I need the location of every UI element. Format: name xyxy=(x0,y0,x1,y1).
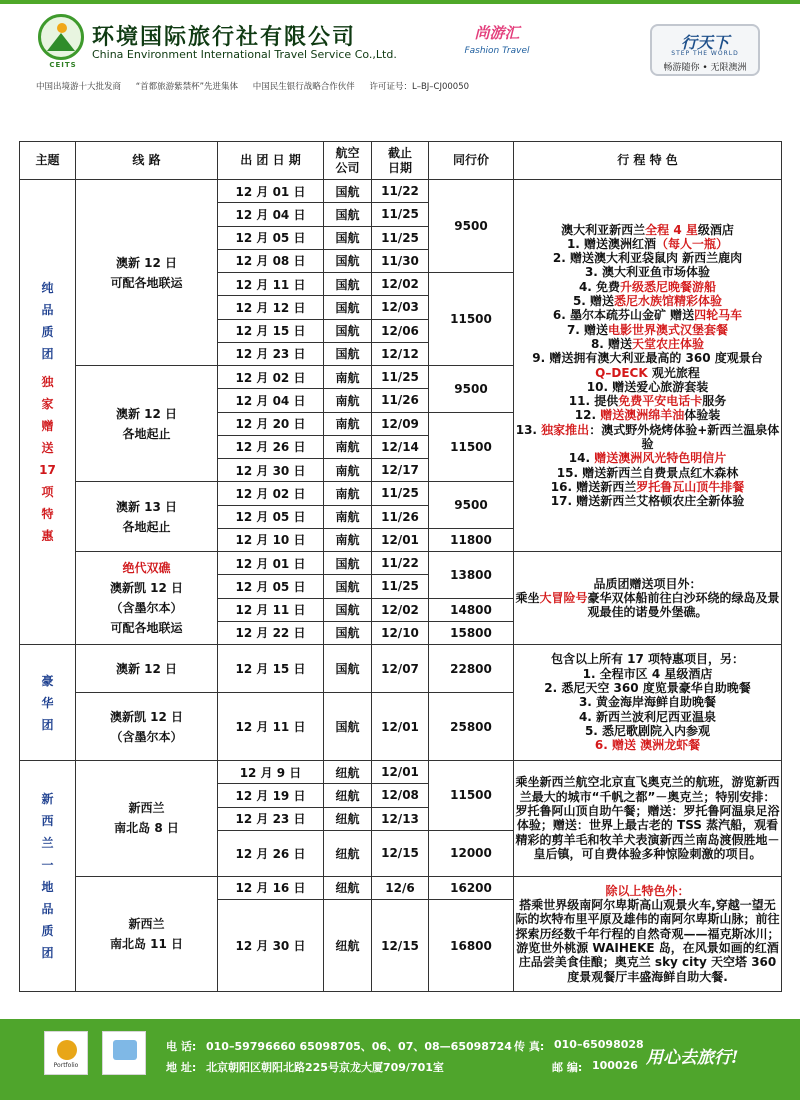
airline-cell: 国航 xyxy=(324,552,372,575)
airline-cell: 国航 xyxy=(324,296,372,319)
price-cell: 9500 xyxy=(429,366,514,413)
theme-label-red: 独家赠送17项特惠 xyxy=(39,375,56,543)
theme-label: 豪华团 xyxy=(41,673,54,732)
price-cell: 25800 xyxy=(429,693,514,761)
airline-cell: 纽航 xyxy=(324,784,372,807)
table-row xyxy=(20,645,782,693)
price-cell: 13800 xyxy=(429,552,514,599)
date-cell: 12 月 9 日 xyxy=(218,761,324,784)
deadline-cell: 11/25 xyxy=(372,482,429,505)
route-cell xyxy=(76,482,218,552)
route-line: 南北岛 8 日 xyxy=(114,821,179,836)
feature-line: 2. 赠送澳大利亚袋鼠肉 新西兰鹿肉 xyxy=(552,251,743,266)
itinerary-table-wrap xyxy=(19,141,781,984)
airline-cell: 纽航 xyxy=(324,807,372,830)
route-cell xyxy=(76,693,218,761)
date-cell: 12 月 05 日 xyxy=(218,575,324,598)
airline-cell: 国航 xyxy=(324,575,372,598)
deadline-cell: 12/13 xyxy=(372,807,429,830)
route-line: 澳新凯 12 日 xyxy=(109,709,184,724)
airline-cell: 国航 xyxy=(324,319,372,342)
feature-line: 6. 墨尔本疏芬山金矿 赠送四轮马车 xyxy=(552,308,743,323)
header-accent-line xyxy=(0,0,800,4)
date-cell: 12 月 22 日 xyxy=(218,621,324,644)
theme-cell-pure xyxy=(20,180,76,645)
deadline-cell: 12/14 xyxy=(372,435,429,458)
deadline-cell: 12/06 xyxy=(372,319,429,342)
logo-mark-icon xyxy=(57,1040,77,1060)
deadline-cell: 11/25 xyxy=(372,226,429,249)
portfolio-logo-icon xyxy=(44,1031,88,1075)
date-cell: 12 月 02 日 xyxy=(218,482,324,505)
feature-line: 7. 赠送电影世界澳式汉堡套餐 xyxy=(566,322,729,337)
date-cell: 12 月 05 日 xyxy=(218,505,324,528)
date-cell: 12 月 11 日 xyxy=(218,693,324,761)
credential-item: 中国出境游十大批发商 xyxy=(36,82,122,92)
itinerary-table xyxy=(19,141,782,992)
deadline-cell: 12/17 xyxy=(372,459,429,482)
route-line: 澳新 12 日 xyxy=(115,406,178,421)
deadline-cell: 11/25 xyxy=(372,575,429,598)
sun-icon xyxy=(57,23,67,33)
logo-text: CEITS xyxy=(49,61,77,69)
airline-cell: 南航 xyxy=(324,412,372,435)
route-line: 澳新凯 12 日 xyxy=(109,581,184,595)
feature-line: 10. 赠送爱心旅游套装 xyxy=(586,379,709,394)
features-cell-nz8: 乘坐新西兰航空北京直飞奥克兰的航班，游览新西兰最大的城市“千帆之都”－奥克兰；特别安排：罗托鲁阿山顶自助午餐；赠送：罗托鲁阿温泉足浴体验；赠送：世界上最古老的 TSS 蒸汽船，观看精彩的剪羊毛和牧羊犬表演新西兰南岛渡假胜地－皇后镇，可自费体验多种惊险刺激的项目。 xyxy=(514,761,782,877)
deadline-cell: 12/03 xyxy=(372,296,429,319)
price-cell: 11500 xyxy=(429,412,514,482)
route-line: （含墨尔本） xyxy=(110,601,183,615)
features-cell-reef xyxy=(514,552,782,645)
phone-label: 电 话: xyxy=(166,1040,197,1053)
credential-item: “首都旅游紫禁杯”先进集体 xyxy=(135,82,239,92)
features-cell-nz11 xyxy=(514,876,782,991)
company-name-en: China Environment International Travel Service Co.,Ltd. xyxy=(92,48,397,61)
feature-line: 3. 黄金海岸海鲜自助晚餐 xyxy=(578,695,717,710)
airline-cell: 纽航 xyxy=(324,761,372,784)
feature-line: 8. 赠送天堂农庄体验 xyxy=(590,336,705,351)
price-cell: 11500 xyxy=(429,761,514,831)
table-row xyxy=(20,180,782,203)
airline-cell: 纽航 xyxy=(324,876,372,899)
brand-slogan: 畅游随你 • 无限澳洲 xyxy=(663,63,747,73)
feature-line: 搭乘世界级南阿尔卑斯高山观景火车,穿越一望无际的坎特布里平原及雄伟的南阿尔卑斯山脉；前往探索历经数千年行程的自然奇观——福克斯冰川；游览世外桃源 WAIHEKE 岛，在风景如画的红酒庄品尝美食佳酿；奥克兰 sky city 天空塔 360 度景观餐厅丰盛海鲜自助大餐. xyxy=(515,898,780,984)
price-cell: 16200 xyxy=(429,876,514,899)
deadline-cell: 12/02 xyxy=(372,273,429,296)
logo-caption: Portfolio xyxy=(53,1062,79,1069)
feature-line: 5. 赠送悉尼水族馆精彩体验 xyxy=(572,294,723,309)
airline-cell: 南航 xyxy=(324,435,372,458)
deadline-cell: 11/22 xyxy=(372,552,429,575)
route-line: （含墨尔本） xyxy=(110,729,183,744)
route-cell xyxy=(76,761,218,877)
feature-line: 9. 赠送拥有澳大利亚最高的 360 度观景台 Q–DECK 观光旅程 xyxy=(532,351,763,380)
route-line: 可配各地联运 xyxy=(110,621,183,635)
price-cell: 14800 xyxy=(429,598,514,621)
deadline-cell: 12/12 xyxy=(372,342,429,365)
airline-cell: 国航 xyxy=(324,342,372,365)
feature-line: 13. 独家推出：澳式野外烧烤体验+新西兰温泉体验 xyxy=(515,422,780,451)
brand-title: 行天下 xyxy=(680,33,729,52)
phone-value: 010–59796660 65098705、06、07、08—65098724 xyxy=(206,1040,512,1053)
airline-cell: 国航 xyxy=(324,693,372,761)
col-header-date: 出 团 日 期 xyxy=(218,142,324,180)
deadline-cell: 12/01 xyxy=(372,528,429,551)
page-header xyxy=(0,0,800,108)
credential-item: 中国民生银行战略合作伙伴 xyxy=(252,82,355,92)
table-row xyxy=(20,761,782,784)
airline-cell: 南航 xyxy=(324,366,372,389)
feature-title: 除以上特色外： xyxy=(605,883,690,898)
deadline-cell: 12/01 xyxy=(372,761,429,784)
feature-line: 4. 新西兰波利尼西亚温泉 xyxy=(578,709,717,724)
col-header-deadline: 截止 日期 xyxy=(372,142,429,180)
feature-line: 15. 赠送新西兰自费景点红木森林 xyxy=(556,465,739,480)
date-cell: 12 月 16 日 xyxy=(218,876,324,899)
col-header-theme: 主题 xyxy=(20,142,76,180)
deadline-cell: 12/01 xyxy=(372,693,429,761)
credentials-line xyxy=(36,80,481,92)
brand-subtitle: STEP THE WORLD xyxy=(671,50,739,57)
col-header-route: 线 路 xyxy=(76,142,218,180)
features-cell-luxury xyxy=(514,645,782,761)
feature-line: 14. 赠送澳洲风光特色明信片 xyxy=(568,451,727,466)
date-cell: 12 月 15 日 xyxy=(218,645,324,693)
theme-cell-nz xyxy=(20,761,76,992)
date-cell: 12 月 05 日 xyxy=(218,226,324,249)
ceits-logo-icon xyxy=(38,14,84,60)
footer-slogan: 用心去旅行! xyxy=(646,1048,739,1068)
table-row xyxy=(20,552,782,575)
price-cell: 15800 xyxy=(429,621,514,644)
route-cell xyxy=(76,876,218,991)
route-cell xyxy=(76,552,218,645)
price-cell: 12000 xyxy=(429,830,514,876)
date-cell: 12 月 04 日 xyxy=(218,203,324,226)
mountain-icon xyxy=(47,33,75,51)
feature-line: 17. 赠送新西兰艾格顿农庄全新体验 xyxy=(550,494,745,509)
address-value: 北京朝阳区朝阳北路225号京龙大厦709/701室 xyxy=(206,1061,444,1074)
date-cell: 12 月 11 日 xyxy=(218,598,324,621)
feature-line: 6. 赠送 澳洲龙虾餐 xyxy=(594,738,701,753)
date-cell: 12 月 20 日 xyxy=(218,412,324,435)
zip-value: 100026 xyxy=(592,1059,638,1072)
col-header-airline: 航空 公司 xyxy=(324,142,372,180)
deadline-cell: 12/10 xyxy=(372,621,429,644)
feature-line: 12. 赠送澳洲绵羊油体验装 xyxy=(574,408,721,423)
deadline-cell: 11/26 xyxy=(372,389,429,412)
date-cell: 12 月 04 日 xyxy=(218,389,324,412)
deadline-cell: 12/08 xyxy=(372,784,429,807)
date-cell: 12 月 01 日 xyxy=(218,180,324,203)
route-line: 各地起止 xyxy=(122,426,171,441)
date-cell: 12 月 10 日 xyxy=(218,528,324,551)
airline-cell: 南航 xyxy=(324,482,372,505)
route-cell xyxy=(76,180,218,366)
deadline-cell: 12/15 xyxy=(372,830,429,876)
airline-cell: 纽航 xyxy=(324,830,372,876)
date-cell: 12 月 26 日 xyxy=(218,435,324,458)
fax-value: 010–65098028 xyxy=(554,1038,644,1051)
feature-line: 乘坐大冒险号豪华双体船前往白沙环绕的绿岛及景观最佳的诺曼外堡礁。 xyxy=(515,590,780,620)
deadline-cell: 11/25 xyxy=(372,366,429,389)
theme-label: 新西兰一地品质团 xyxy=(41,792,54,960)
deadline-cell: 11/22 xyxy=(372,180,429,203)
route-line: 南北岛 11 日 xyxy=(109,936,184,951)
partner-logo-icon xyxy=(102,1031,146,1075)
feature-line: 澳大利亚新西兰全程 4 星级酒店 xyxy=(561,222,734,237)
theme-label: 纯品质团 xyxy=(41,281,54,361)
deadline-cell: 12/09 xyxy=(372,412,429,435)
airline-cell: 国航 xyxy=(324,226,372,249)
feature-line: 16. 赠送新西兰罗托鲁瓦山顶牛排餐 xyxy=(550,479,745,494)
date-cell: 12 月 30 日 xyxy=(218,900,324,992)
feature-line: 品质团赠送项目外： xyxy=(593,576,702,591)
feature-line: 1. 赠送澳洲红酒（每人一瓶） xyxy=(566,236,729,251)
price-cell: 11500 xyxy=(429,273,514,366)
airline-cell: 国航 xyxy=(324,203,372,226)
date-cell: 12 月 11 日 xyxy=(218,273,324,296)
airline-cell: 国航 xyxy=(324,180,372,203)
route-line: 澳新 12 日 xyxy=(115,255,178,270)
airline-cell: 南航 xyxy=(324,459,372,482)
airline-cell: 南航 xyxy=(324,389,372,412)
zip-label: 邮 编: xyxy=(552,1061,583,1074)
airline-cell: 国航 xyxy=(324,273,372,296)
step-the-world-logo xyxy=(650,24,760,76)
price-cell: 11800 xyxy=(429,528,514,551)
company-name-cn: 环境国际旅行社有限公司 xyxy=(92,25,357,50)
fashion-travel-badge xyxy=(462,22,532,64)
fax-label: 传 真: xyxy=(514,1040,545,1053)
deadline-cell: 12/6 xyxy=(372,876,429,899)
credential-item: 许可证号：L–BJ–CJ00050 xyxy=(369,82,470,92)
feature-line: 3. 澳大利亚鱼市场体验 xyxy=(584,265,711,280)
date-cell: 12 月 15 日 xyxy=(218,319,324,342)
deadline-cell: 12/07 xyxy=(372,645,429,693)
feature-line: 包含以上所有 17 项特惠项目，另： xyxy=(550,652,745,667)
airline-cell: 国航 xyxy=(324,249,372,272)
date-cell: 12 月 02 日 xyxy=(218,366,324,389)
route-line: 新西兰 xyxy=(128,801,165,816)
route-line-highlight: 绝代双礁 xyxy=(122,561,171,575)
deadline-cell: 12/02 xyxy=(372,598,429,621)
feature-line: 5. 悉尼歌剧院入内参观 xyxy=(584,723,711,738)
price-cell: 16800 xyxy=(429,900,514,992)
deadline-cell: 11/25 xyxy=(372,203,429,226)
airline-cell: 纽航 xyxy=(324,900,372,992)
feature-line: 1. 全程市区 4 星级酒店 xyxy=(582,666,713,681)
theme-cell-luxury xyxy=(20,645,76,761)
route-cell xyxy=(76,366,218,482)
route-line: 可配各地联运 xyxy=(110,275,183,290)
table-row xyxy=(20,876,782,899)
price-cell: 22800 xyxy=(429,645,514,693)
fashion-travel-en: Fashion Travel xyxy=(464,46,530,56)
date-cell: 12 月 08 日 xyxy=(218,249,324,272)
fashion-travel-cn: 尚游汇 xyxy=(474,24,520,42)
date-cell: 12 月 30 日 xyxy=(218,459,324,482)
feature-line: 2. 悉尼天空 360 度览景豪华自助晚餐 xyxy=(544,681,751,696)
date-cell: 12 月 19 日 xyxy=(218,784,324,807)
route-line: 新西兰 xyxy=(128,916,165,931)
route-line: 澳新 13 日 xyxy=(115,499,178,514)
airline-cell: 南航 xyxy=(324,528,372,551)
address-label: 地 址: xyxy=(166,1061,197,1074)
date-cell: 12 月 26 日 xyxy=(218,830,324,876)
col-header-price: 同行价 xyxy=(429,142,514,180)
date-cell: 12 月 23 日 xyxy=(218,807,324,830)
feature-line: 4. 免费升级悉尼晚餐游船 xyxy=(578,279,717,294)
deadline-cell: 11/26 xyxy=(372,505,429,528)
date-cell: 12 月 12 日 xyxy=(218,296,324,319)
route-line: 各地起止 xyxy=(122,519,171,534)
airline-cell: 国航 xyxy=(324,598,372,621)
table-header-row xyxy=(20,142,782,180)
deadline-cell: 12/15 xyxy=(372,900,429,992)
col-header-features: 行 程 特 色 xyxy=(514,142,782,180)
date-cell: 12 月 23 日 xyxy=(218,342,324,365)
page-footer xyxy=(0,1019,800,1100)
feature-line: 11. 提供免费平安电话卡服务 xyxy=(568,394,727,409)
route-cell: 澳新 12 日 xyxy=(76,645,218,693)
date-cell: 12 月 01 日 xyxy=(218,552,324,575)
partner-mark-icon xyxy=(113,1040,137,1060)
airline-cell: 国航 xyxy=(324,621,372,644)
deadline-cell: 11/30 xyxy=(372,249,429,272)
airline-cell: 南航 xyxy=(324,505,372,528)
price-cell: 9500 xyxy=(429,180,514,273)
price-cell: 9500 xyxy=(429,482,514,529)
airline-cell: 国航 xyxy=(324,645,372,693)
features-cell-pure xyxy=(514,180,782,552)
